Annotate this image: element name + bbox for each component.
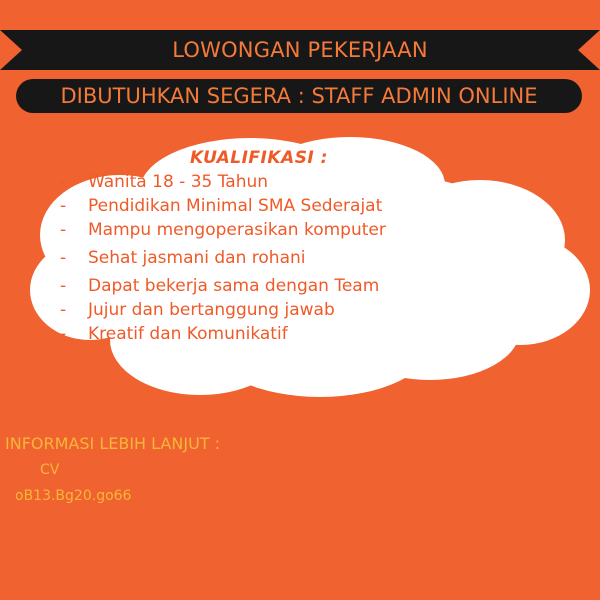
qualification-text: Pendidikan Minimal SMA Sederajat [88, 196, 383, 216]
banner-title: LOWONGAN PEKERJAAN [172, 38, 428, 62]
qualification-text: Sehat jasmani dan rohani [88, 248, 306, 268]
bullet-dash: - [60, 172, 67, 192]
bullet-dash: - [60, 196, 67, 216]
qualification-text: Mampu mengoperasikan komputer [88, 220, 386, 240]
qualification-text: Wanita 18 - 35 Tahun [88, 172, 269, 192]
bullet-dash: - [60, 276, 67, 296]
job-headline: DIBUTUHKAN SEGERA : STAFF ADMIN ONLINE [16, 79, 582, 113]
bullet-dash: - [60, 300, 67, 320]
qualification-text: Jujur dan bertanggung jawab [88, 300, 335, 320]
info-title: INFORMASI LEBIH LANJUT : [5, 434, 221, 453]
qualification-text: Dapat bekerja sama dengan Team [88, 276, 380, 296]
bullet-dash: - [60, 220, 67, 240]
info-line-cv: CV [40, 462, 60, 478]
qualification-text: Kreatif dan Komunikatif [88, 324, 288, 344]
bullet-dash: - [60, 324, 67, 344]
bullet-dash: - [60, 248, 67, 268]
info-line-contact: oB13.Bg20.go66 [15, 488, 132, 504]
qualifications-title: KUALIFIKASI : [190, 148, 328, 168]
